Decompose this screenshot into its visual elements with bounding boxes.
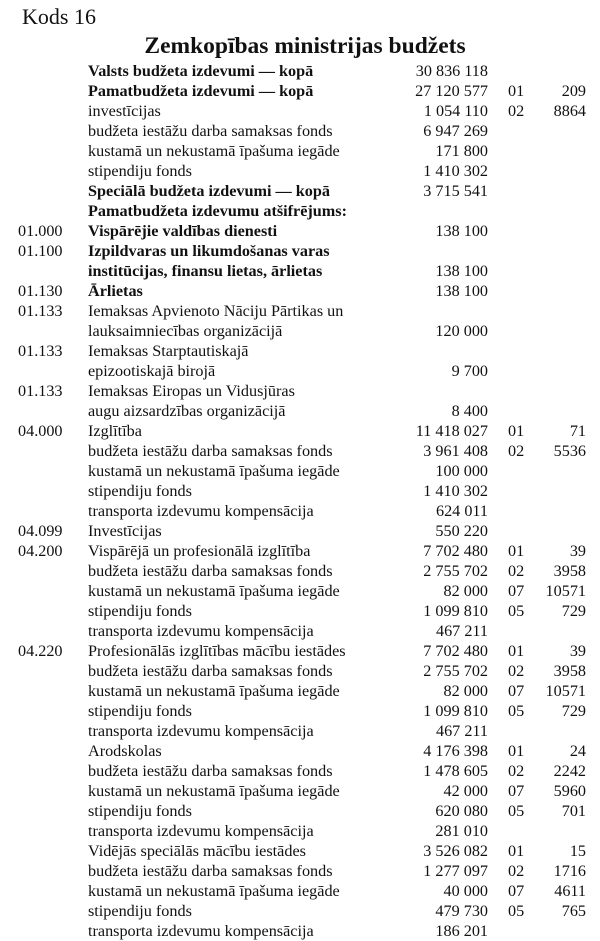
row-count: 729	[561, 602, 586, 620]
budget-table	[0, 61, 600, 941]
row-amount: 171 800	[435, 142, 488, 160]
table-row	[0, 721, 600, 741]
table-row	[0, 441, 600, 461]
row-label: investīcijas	[88, 102, 161, 120]
row-count: 24	[569, 742, 586, 760]
row-amount: 3 961 408	[423, 442, 488, 460]
row-label: transporta izdevumu kompensācija	[88, 922, 314, 940]
row-count: 5960	[553, 782, 586, 800]
table-row	[0, 281, 600, 301]
table-row	[0, 921, 600, 941]
row-label: Investīcijas	[88, 522, 162, 540]
row-count: 2242	[553, 762, 586, 780]
table-row	[0, 801, 600, 821]
table-row	[0, 321, 600, 341]
table-row	[0, 741, 600, 761]
row-label: Valsts budžeta izdevumi — kopā	[88, 62, 314, 80]
row-code: 04.000	[18, 422, 63, 440]
row-label: Iemaksas Apvienoto Nāciju Pārtikas un	[88, 302, 344, 320]
table-row	[0, 641, 600, 661]
table-row	[0, 201, 600, 221]
table-row	[0, 141, 600, 161]
row-code: 04.200	[18, 542, 63, 560]
table-row	[0, 361, 600, 381]
row-label: Profesionālās izglītības mācību iestādes	[88, 642, 346, 660]
table-row	[0, 481, 600, 501]
row-subcode: 02	[508, 102, 525, 120]
row-label: budžeta iestāžu darba samaksas fonds	[88, 122, 333, 140]
row-label: institūcijas, finansu lietas, ārlietas	[88, 262, 323, 280]
row-label: stipendiju fonds	[88, 482, 192, 500]
row-amount: 624 011	[435, 502, 488, 520]
row-subcode: 07	[508, 682, 525, 700]
row-count: 3958	[553, 562, 586, 580]
row-amount: 2 755 702	[423, 562, 488, 580]
row-amount: 1 410 302	[423, 482, 488, 500]
row-amount: 82 000	[443, 582, 488, 600]
row-label: stipendiju fonds	[88, 802, 192, 820]
table-row	[0, 181, 600, 201]
table-row	[0, 121, 600, 141]
row-count: 39	[569, 642, 586, 660]
row-subcode: 05	[508, 902, 525, 920]
table-row	[0, 841, 600, 861]
table-row	[0, 541, 600, 561]
row-count: 1716	[553, 862, 586, 880]
row-subcode: 05	[508, 802, 525, 820]
row-code: 04.099	[18, 522, 63, 540]
row-label: budžeta iestāžu darba samaksas fonds	[88, 862, 333, 880]
table-row	[0, 621, 600, 641]
row-label: Ārlietas	[88, 282, 143, 300]
row-label: Vidējās speciālās mācību iestādes	[88, 842, 306, 860]
table-row	[0, 221, 600, 241]
table-row	[0, 581, 600, 601]
table-row	[0, 881, 600, 901]
row-label: Pamatbudžeta izdevumu atšifrējums:	[88, 202, 347, 220]
page-title: Zemkopības ministrijas budžets	[144, 33, 466, 59]
row-subcode: 01	[508, 642, 525, 660]
row-code: 01.133	[18, 342, 63, 360]
row-label: epizootiskajā birojā	[88, 362, 216, 380]
row-count: 8864	[553, 102, 586, 120]
row-amount: 9 700	[451, 362, 488, 380]
row-count: 701	[561, 802, 586, 820]
row-label: lauksaimniecības organizācijā	[88, 322, 283, 340]
row-label: stipendiju fonds	[88, 162, 192, 180]
table-row	[0, 501, 600, 521]
row-amount: 2 755 702	[423, 662, 488, 680]
row-label: augu aizsardzības organizācijā	[88, 402, 286, 420]
row-amount: 138 100	[435, 222, 488, 240]
row-code: 01.130	[18, 282, 63, 300]
row-amount: 1 410 302	[423, 162, 488, 180]
row-amount: 40 000	[443, 882, 488, 900]
row-label: Pamatbudžeta izdevumi — kopā	[88, 82, 314, 100]
row-amount: 138 100	[435, 282, 488, 300]
table-row	[0, 261, 600, 281]
row-subcode: 02	[508, 862, 525, 880]
row-code: 01.133	[18, 302, 63, 320]
row-count: 10571	[545, 582, 586, 600]
row-label: kustamā un nekustamā īpašuma iegāde	[88, 582, 340, 600]
row-amount: 550 220	[435, 522, 488, 540]
row-amount: 100 000	[435, 462, 488, 480]
row-amount: 120 000	[435, 322, 488, 340]
row-label: Vispārējie valdības dienesti	[88, 222, 278, 240]
table-row	[0, 301, 600, 321]
row-code: 01.100	[18, 242, 63, 260]
table-row	[0, 561, 600, 581]
row-amount: 620 080	[435, 802, 488, 820]
row-subcode: 01	[508, 82, 525, 100]
row-label: stipendiju fonds	[88, 702, 192, 720]
row-subcode: 05	[508, 602, 525, 620]
row-count: 10571	[545, 682, 586, 700]
row-amount: 1 099 810	[423, 702, 488, 720]
row-label: stipendiju fonds	[88, 902, 192, 920]
table-row	[0, 861, 600, 881]
row-subcode: 02	[508, 662, 525, 680]
row-code: 04.220	[18, 642, 63, 660]
row-subcode: 02	[508, 562, 525, 580]
row-label: budžeta iestāžu darba samaksas fonds	[88, 562, 333, 580]
row-amount: 4 176 398	[423, 742, 488, 760]
row-amount: 3 526 082	[423, 842, 488, 860]
row-count: 765	[561, 902, 586, 920]
row-code: 01.133	[18, 382, 63, 400]
table-row	[0, 401, 600, 421]
row-amount: 186 201	[435, 922, 488, 940]
row-label: Arodskolas	[88, 742, 162, 760]
table-row	[0, 601, 600, 621]
row-subcode: 07	[508, 582, 525, 600]
table-row	[0, 61, 600, 81]
row-count: 209	[561, 82, 586, 100]
row-subcode: 01	[508, 742, 525, 760]
row-label: kustamā un nekustamā īpašuma iegāde	[88, 782, 340, 800]
table-row	[0, 821, 600, 841]
row-amount: 1 478 605	[423, 762, 488, 780]
row-label: Vispārējā un profesionālā izglītība	[88, 542, 311, 560]
row-subcode: 02	[508, 442, 525, 460]
row-count: 3958	[553, 662, 586, 680]
row-label: transporta izdevumu kompensācija	[88, 502, 314, 520]
row-amount: 3 715 541	[423, 182, 488, 200]
table-row	[0, 461, 600, 481]
row-label: budžeta iestāžu darba samaksas fonds	[88, 662, 333, 680]
document-code-label: Kods 16	[22, 4, 96, 29]
row-label: Izpildvaras un likumdošanas varas	[88, 242, 330, 260]
row-amount: 30 836 118	[415, 62, 488, 80]
row-amount: 8 400	[451, 402, 488, 420]
row-amount: 479 730	[435, 902, 488, 920]
row-amount: 1 099 810	[423, 602, 488, 620]
row-label: kustamā un nekustamā īpašuma iegāde	[88, 142, 340, 160]
table-row	[0, 661, 600, 681]
table-row	[0, 701, 600, 721]
row-label: budžeta iestāžu darba samaksas fonds	[88, 442, 333, 460]
row-label: kustamā un nekustamā īpašuma iegāde	[88, 882, 340, 900]
row-label: kustamā un nekustamā īpašuma iegāde	[88, 682, 340, 700]
row-code: 01.000	[18, 222, 63, 240]
row-label: Izglītība	[88, 422, 142, 440]
row-amount: 467 211	[435, 722, 488, 740]
row-label: transporta izdevumu kompensācija	[88, 722, 314, 740]
row-subcode: 05	[508, 702, 525, 720]
table-row	[0, 81, 600, 101]
table-row	[0, 681, 600, 701]
table-row	[0, 901, 600, 921]
row-label: kustamā un nekustamā īpašuma iegāde	[88, 462, 340, 480]
row-count: 729	[561, 702, 586, 720]
table-row	[0, 781, 600, 801]
row-label: Speciālā budžeta izdevumi — kopā	[88, 182, 330, 200]
row-amount: 11 418 027	[415, 422, 488, 440]
row-count: 15	[569, 842, 586, 860]
row-label: transporta izdevumu kompensācija	[88, 822, 314, 840]
row-amount: 138 100	[435, 262, 488, 280]
row-subcode: 01	[508, 542, 525, 560]
row-count: 5536	[553, 442, 586, 460]
table-row	[0, 381, 600, 401]
table-row	[0, 421, 600, 441]
row-subcode: 07	[508, 782, 525, 800]
row-amount: 1 054 110	[423, 102, 488, 120]
row-amount: 82 000	[443, 682, 488, 700]
row-amount: 281 010	[435, 822, 488, 840]
table-row	[0, 761, 600, 781]
row-label: Iemaksas Eiropas un Vidusjūras	[88, 382, 295, 400]
row-amount: 7 702 480	[423, 542, 488, 560]
table-row	[0, 521, 600, 541]
row-count: 71	[569, 422, 586, 440]
table-row	[0, 101, 600, 121]
row-amount: 6 947 269	[423, 122, 488, 140]
row-count: 39	[569, 542, 586, 560]
row-subcode: 02	[508, 762, 525, 780]
row-amount: 1 277 097	[423, 862, 488, 880]
row-label: stipendiju fonds	[88, 602, 192, 620]
row-label: budžeta iestāžu darba samaksas fonds	[88, 762, 333, 780]
table-row	[0, 341, 600, 361]
row-label: Iemaksas Starptautiskajā	[88, 342, 249, 360]
row-amount: 42 000	[443, 782, 488, 800]
table-row	[0, 241, 600, 261]
row-subcode: 01	[508, 842, 525, 860]
row-subcode: 07	[508, 882, 525, 900]
row-subcode: 01	[508, 422, 525, 440]
table-row	[0, 161, 600, 181]
row-count: 4611	[554, 882, 586, 900]
row-label: transporta izdevumu kompensācija	[88, 622, 314, 640]
row-amount: 467 211	[435, 622, 488, 640]
row-amount: 7 702 480	[423, 642, 488, 660]
row-amount: 27 120 577	[415, 82, 488, 100]
